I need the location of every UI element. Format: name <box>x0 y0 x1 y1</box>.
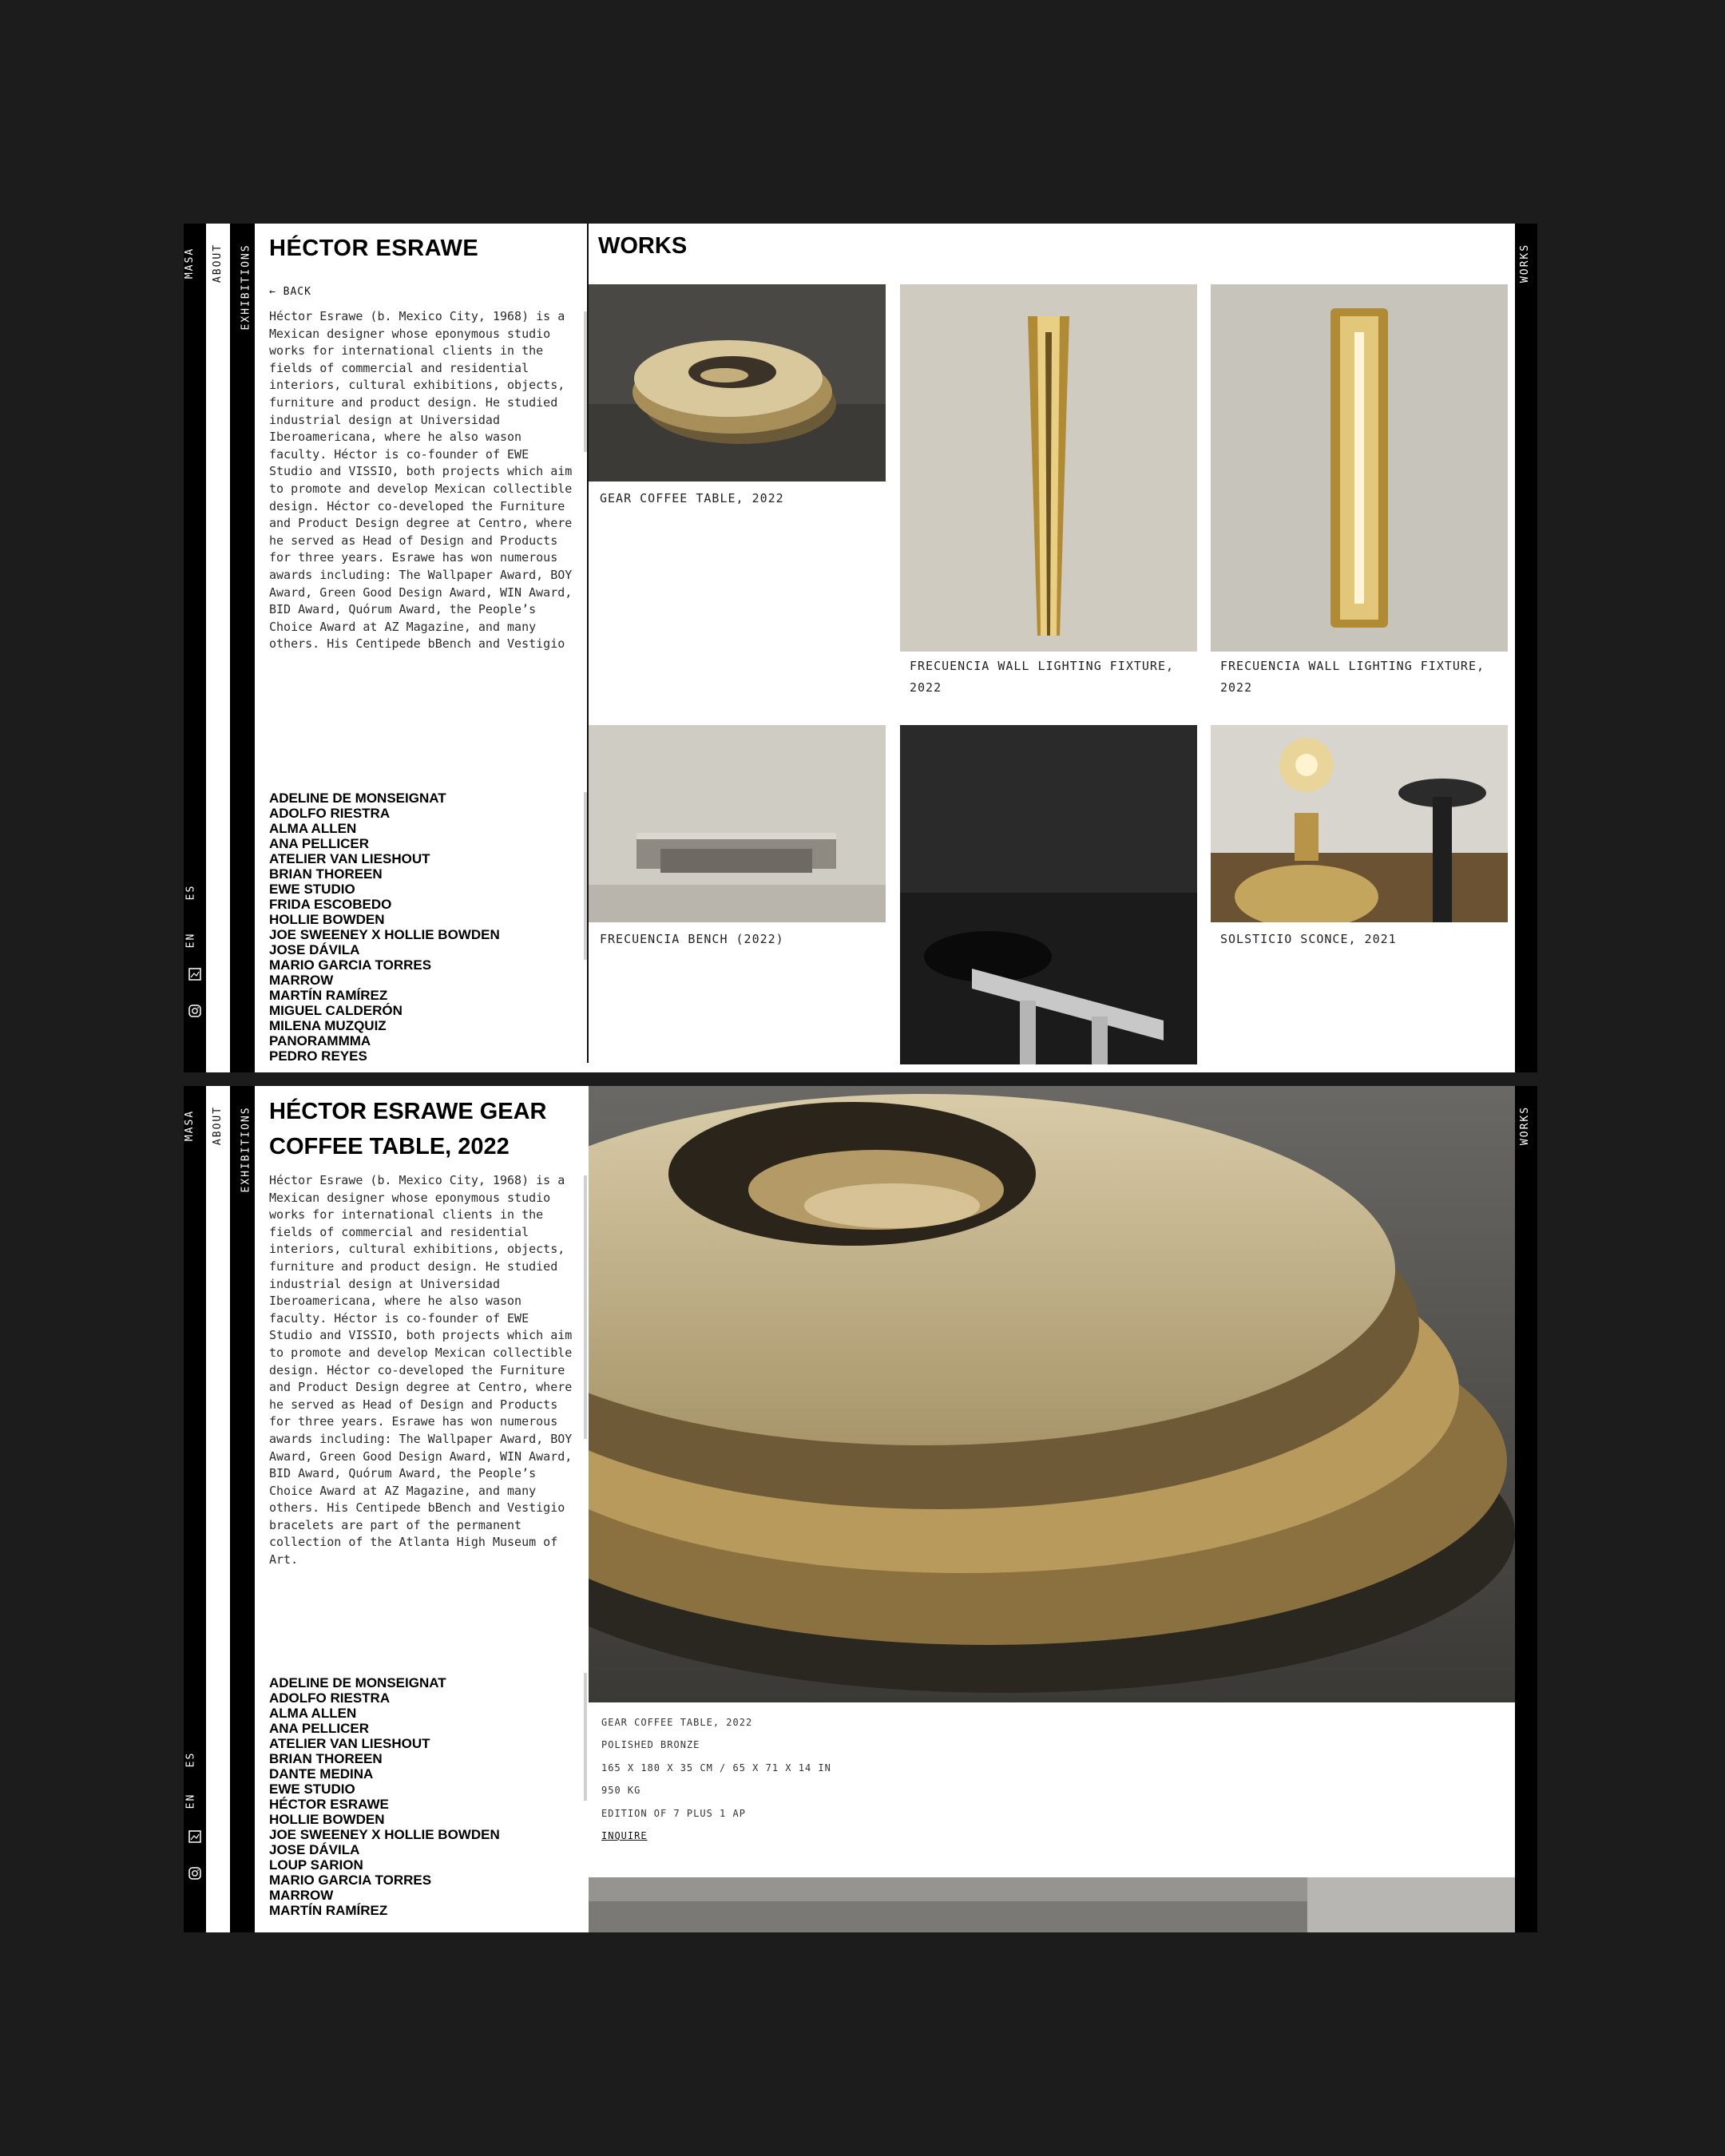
about-rail[interactable] <box>206 224 230 1072</box>
works-link[interactable]: WORKS <box>1519 1105 1532 1146</box>
lang-es-link[interactable]: ES <box>184 884 197 901</box>
gear-coffee-table-photo <box>589 1086 1521 1702</box>
artist-bio: Héctor Esrawe (b. Mexico City, 1968) is a Mexican designer whose eponymous studio works for international clients in the fields of commercial and residential interiors, cultural exhibitions, objects, furniture and product design. He studied industrial design at Universidad Iberoamericana, where he also wason faculty. Héctor is co-founder of EWE Studio and VISSIO, both projects which aim to promote and develop Mexican collectible design. Héctor co-developed the Furniture and Product Design degree at Centro, where he served as Head of Design and Products for three years. Esrawe has won numerous awards including: The Wallpaper Award, BOY Award, Green Good Design Award, WIN Award, BID Award, Quórum Award, the People’s Choice Award at AZ Magazine, and many others. His Centipede bBench and Vestigio <box>269 309 573 652</box>
artist-list-item[interactable]: PEDRO REYES <box>269 1048 367 1064</box>
artist-list-item[interactable]: MARROW <box>269 973 334 988</box>
artist-list-item[interactable]: BRIAN THOREEN <box>269 866 383 882</box>
artist-list-item[interactable]: EWE STUDIO <box>269 1781 355 1797</box>
works-link[interactable]: WORKS <box>1519 243 1532 283</box>
artist-page-screen <box>184 224 1537 1072</box>
bio-scrollbar[interactable] <box>584 1175 587 1439</box>
artist-list-item[interactable]: ATELIER VAN LIESHOUT <box>269 851 430 866</box>
artist-list-item[interactable]: ALMA ALLEN <box>269 1706 357 1721</box>
works-panel <box>589 224 1521 1072</box>
exhibitions-link[interactable]: EXHIBITIONS <box>240 1106 252 1193</box>
about-link[interactable]: ABOUT <box>212 243 224 283</box>
artist-list-item[interactable]: ANA PELLICER <box>269 1721 369 1736</box>
work-detail-panel <box>589 1086 1521 1932</box>
instagram-icon[interactable] <box>188 1005 201 1017</box>
artist-list-item[interactable]: JOE SWEENEY X HOLLIE BOWDEN <box>269 1827 500 1842</box>
artist-list-item[interactable]: MARTÍN RAMÍREZ <box>269 988 388 1003</box>
spec-material: POLISHED BRONZE <box>601 1739 700 1750</box>
spec-weight: 950 KG <box>601 1785 641 1796</box>
artist-list-item[interactable]: FRIDA ESCOBEDO <box>269 897 392 912</box>
artist-sidebar <box>255 224 587 1072</box>
artist-bio: Héctor Esrawe (b. Mexico City, 1968) is a Mexican designer whose eponymous studio works for international clients in the fields of commercial and residential interiors, cultural exhibitions, objects, furniture and product design. He studied industrial design at Universidad Iberoamericana, where he also wason faculty. Héctor is co-founder of EWE Studio and VISSIO, both projects which aim to promote and develop Mexican collectible design. Héctor co-developed the Furniture and Product Design degree at Centro, where he served as Head of Design and Products for three years. Esrawe has won numerous awards including: The Wallpaper Award, BOY Award, Green Good Design Award, WIN Award, BID Award, Quórum Award, the People’s Choice Award at AZ Magazine, and many others. His Centipede bBench and Vestigio bracelets are part of the permanent collection of the Atlanta High Museum of Art. <box>269 1173 573 1567</box>
artist-list-item[interactable]: LOUP SARION <box>269 1857 363 1873</box>
artist-list-item[interactable]: JOSE DÁVILA <box>269 942 360 957</box>
artist-list-item[interactable]: HÉCTOR ESRAWE <box>269 1797 389 1812</box>
artist-list-item[interactable]: ADOLFO RIESTRA <box>269 806 391 821</box>
work-detail-screen <box>184 1086 1537 1932</box>
artist-list-item[interactable]: MARTÍN RAMÍREZ <box>269 1903 388 1918</box>
spec-edition: EDITION OF 7 PLUS 1 AP <box>601 1808 746 1819</box>
exhibitions-link[interactable]: EXHIBITIONS <box>240 244 252 331</box>
left-rail-brand <box>184 1086 206 1932</box>
work-title: HÉCTOR ESRAWE GEAR COFFEE TABLE, 2022 <box>269 1099 547 1159</box>
work-frecuencia-wall-fixture-2[interactable] <box>1211 284 1508 700</box>
artist-list <box>269 791 582 1072</box>
artist-list-scrollbar[interactable] <box>584 1673 587 1801</box>
works-title: WORKS <box>598 233 688 259</box>
exhibitions-rail[interactable] <box>230 1086 255 1932</box>
work-frecuencia-bench[interactable] <box>589 725 886 965</box>
work-caption: FRECUENCIA BENCH (2022) <box>600 932 784 946</box>
gear-table-thumbnail <box>589 284 886 482</box>
artist-name: HÉCTOR ESRAWE <box>269 236 479 261</box>
artist-list <box>269 1675 582 1923</box>
work-frecuencia-wall-fixture-1[interactable] <box>900 284 1197 700</box>
left-rail-brand <box>184 224 206 1072</box>
artist-list-item[interactable]: ATELIER VAN LIESHOUT <box>269 1736 430 1751</box>
artist-list-item[interactable]: BRIAN THOREEN <box>269 1751 383 1766</box>
back-link[interactable]: ← BACK <box>269 286 311 298</box>
work-gear-coffee-table[interactable] <box>589 284 886 532</box>
next-image-preview[interactable] <box>589 1877 1521 1932</box>
next-image-thumbnail <box>589 1877 1521 1932</box>
solsticio-sconce-thumbnail <box>1211 725 1508 922</box>
artist-list-item[interactable]: JOSE DÁVILA <box>269 1842 360 1857</box>
brand-link[interactable]: MASA <box>184 247 196 279</box>
artist-list-item[interactable]: MARIO GARCIA TORRES <box>269 1873 432 1888</box>
artist-list-item[interactable]: ANA PELLICER <box>269 836 369 851</box>
hero-image[interactable] <box>589 1086 1521 1702</box>
work-image <box>1211 284 1508 652</box>
artist-list-item[interactable]: EWE STUDIO <box>269 882 355 897</box>
about-link[interactable]: ABOUT <box>212 1105 224 1146</box>
artist-list-item[interactable]: DANTE MEDINA <box>269 1766 374 1781</box>
exhibitions-rail[interactable] <box>230 224 255 1072</box>
work-image <box>900 725 1197 1064</box>
works-rail[interactable] <box>1515 224 1537 1072</box>
work-caption: GEAR COFFEE TABLE, 2022 <box>600 491 784 505</box>
work-caption: FRECUENCIA WALL LIGHTING FIXTURE, 2022 <box>1220 659 1485 695</box>
artist-list-item[interactable]: ALMA ALLEN <box>269 821 357 836</box>
work-solsticio-sconce[interactable] <box>1211 725 1508 965</box>
inquire-link[interactable]: INQUIRE <box>601 1830 648 1841</box>
lang-es-link[interactable]: ES <box>184 1751 197 1768</box>
artist-list-item[interactable]: HOLLIE BOWDEN <box>269 1812 385 1827</box>
artist-list-item[interactable]: ADELINE DE MONSEIGNAT <box>269 1675 446 1690</box>
artist-list-item[interactable]: ADOLFO RIESTRA <box>269 1690 391 1706</box>
artist-list-item[interactable]: HOLLIE BOWDEN <box>269 912 385 927</box>
work-image <box>900 284 1197 652</box>
image-icon[interactable] <box>188 1830 201 1843</box>
work-sidebar <box>255 1086 587 1932</box>
artist-list-item[interactable]: MARROW <box>269 1888 334 1903</box>
artist-list-item[interactable]: JOE SWEENEY X HOLLIE BOWDEN <box>269 927 500 942</box>
lang-en-link[interactable]: EN <box>184 1793 197 1809</box>
work-dark-sculpture[interactable] <box>900 725 1197 1064</box>
about-rail[interactable] <box>206 1086 230 1932</box>
work-caption: FRECUENCIA WALL LIGHTING FIXTURE, 2022 <box>910 659 1175 695</box>
work-image <box>1211 725 1508 922</box>
dark-sculpture-thumbnail <box>900 725 1197 1064</box>
artist-list-item[interactable]: MILENA MUZQUIZ <box>269 1018 387 1033</box>
artist-list-item[interactable]: MIGUEL CALDERÓN <box>269 1003 402 1018</box>
spec-dimensions: 165 X 180 X 35 CM / 65 X 71 X 14 IN <box>601 1762 831 1774</box>
works-rail[interactable] <box>1515 1086 1537 1932</box>
image-icon[interactable] <box>188 968 201 981</box>
work-caption: SOLSTICIO SCONCE, 2021 <box>1220 932 1397 946</box>
work-image <box>589 284 886 482</box>
frecuencia-fixture-thumbnail <box>900 284 1197 652</box>
lang-en-link[interactable]: EN <box>184 932 197 949</box>
artist-list-item[interactable]: MARIO GARCIA TORRES <box>269 957 432 973</box>
spec-title: GEAR COFFEE TABLE, 2022 <box>601 1717 753 1728</box>
artist-list-item[interactable]: ADELINE DE MONSEIGNAT <box>269 791 446 806</box>
frecuencia-fixture-thumbnail <box>1211 284 1508 652</box>
work-image <box>589 725 886 922</box>
frecuencia-bench-thumbnail <box>589 725 886 922</box>
instagram-icon[interactable] <box>188 1867 201 1880</box>
brand-link[interactable]: MASA <box>184 1109 196 1142</box>
artist-list-item[interactable]: PANORAMMMA <box>269 1033 371 1048</box>
